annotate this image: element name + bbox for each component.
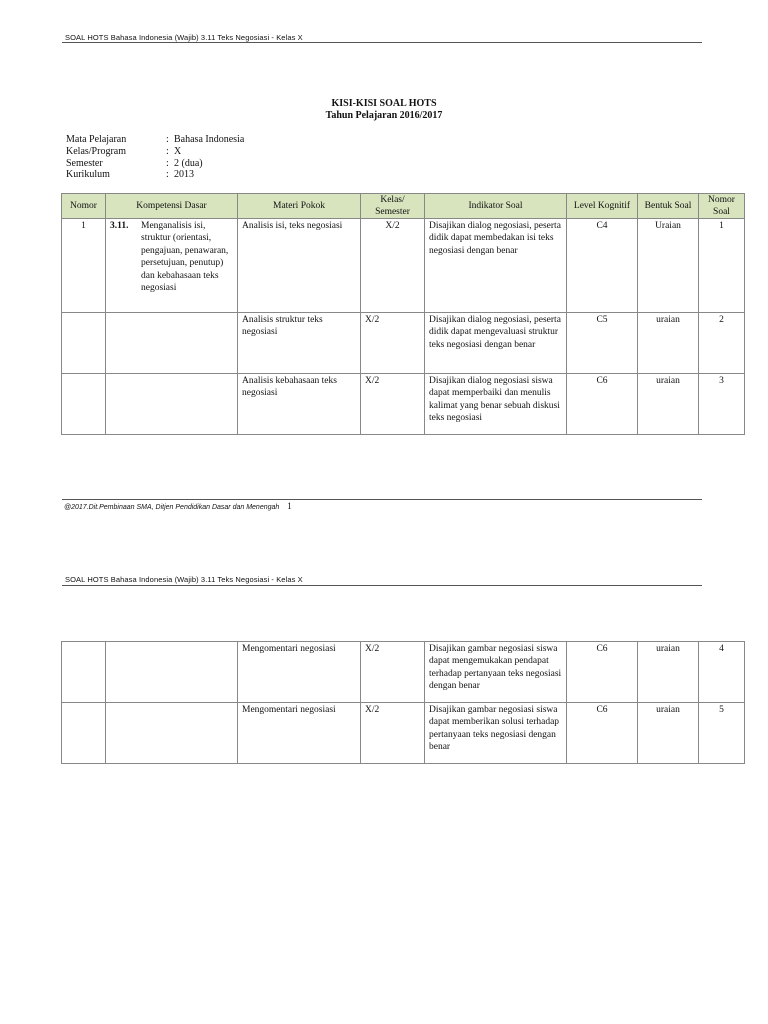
meta-label: Mata Pelajaran xyxy=(66,134,127,145)
kisi-table-continued xyxy=(61,641,745,764)
column-header: Materi Pokok xyxy=(238,194,361,219)
cell-kompetensi-dasar xyxy=(106,313,238,374)
cell-nomor-soal: 4 xyxy=(699,642,745,703)
document-title: KISI-KISI SOAL HOTS xyxy=(331,98,437,109)
meta-value: 2 (dua) xyxy=(174,157,203,169)
cell-indikator: Disajikan dialog negosiasi siswa dapat memperbaiki dan menulis kalimat yang benar sebuah diskusi teks negosiasi xyxy=(425,374,567,435)
meta-label: Kurikulum xyxy=(66,169,110,181)
cell-kelas-semester: X/2 xyxy=(361,219,425,313)
metadata-block xyxy=(66,134,244,181)
cell-nomor: 1 xyxy=(62,219,106,313)
cell-bentuk: uraian xyxy=(638,703,699,764)
cell-nomor xyxy=(62,313,106,374)
meta-label: Kelas/Program xyxy=(66,145,126,157)
meta-colon: : xyxy=(166,169,169,181)
column-header: Kelas/ Semester xyxy=(361,194,425,219)
table-row xyxy=(62,642,745,703)
cell-nomor xyxy=(62,642,106,703)
cell-kompetensi-dasar xyxy=(106,642,238,703)
header-rule xyxy=(62,585,702,586)
cell-kelas-semester: X/2 xyxy=(361,374,425,435)
cell-materi-pokok: Mengomentari negosiasi xyxy=(238,703,361,764)
cell-kelas-semester: X/2 xyxy=(361,642,425,703)
cell-nomor xyxy=(62,703,106,764)
cell-indikator: Disajikan dialog negosiasi, peserta didik dapat membedakan isi teks negosiasi dengan benar xyxy=(425,219,567,313)
column-header: Level Kognitif xyxy=(567,194,638,219)
meta-value: X xyxy=(174,145,182,157)
header-rule xyxy=(62,42,702,43)
meta-value: Bahasa Indonesia xyxy=(174,134,245,145)
footer-rule xyxy=(62,499,702,500)
meta-row-semester xyxy=(66,158,244,170)
cell-materi-pokok: Analisis isi, teks negosiasi xyxy=(238,219,361,313)
cell-nomor xyxy=(62,374,106,435)
cell-indikator: Disajikan dialog negosiasi, peserta didik dapat mengevaluasi struktur teks negosiasi dengan benar xyxy=(425,313,567,374)
meta-colon: : xyxy=(166,134,169,145)
cell-kompetensi-dasar xyxy=(106,219,238,313)
meta-colon: : xyxy=(166,157,169,169)
cell-level: C6 xyxy=(567,703,638,764)
cell-level: C4 xyxy=(567,219,638,313)
table-row xyxy=(62,374,745,435)
cell-nomor-soal: 5 xyxy=(699,703,745,764)
meta-row-subject xyxy=(66,134,244,146)
cell-indikator: Disajikan gambar negosiasi siswa dapat memberikan solusi terhadap pertanyaan teks negosiasi dengan benar xyxy=(425,703,567,764)
page-number: 1 xyxy=(287,501,292,511)
page-footer xyxy=(64,501,292,511)
cell-bentuk: uraian xyxy=(638,642,699,703)
meta-row-class xyxy=(66,146,244,158)
table-row xyxy=(62,219,745,313)
cell-nomor-soal: 2 xyxy=(699,313,745,374)
footer-text: @2017.Dit.Pembinaan SMA, Ditjen Pendidikan Dasar dan Menengah xyxy=(64,504,280,511)
cell-nomor-soal: 3 xyxy=(699,374,745,435)
running-header: SOAL HOTS Bahasa Indonesia (Wajib) 3.11 Teks Negosiasi - Kelas X xyxy=(65,575,303,584)
column-header: Bentuk Soal xyxy=(638,194,699,219)
cell-level: C5 xyxy=(567,313,638,374)
column-header: Kompetensi Dasar xyxy=(106,194,238,219)
cell-kelas-semester: X/2 xyxy=(361,313,425,374)
kisi-table xyxy=(61,193,745,435)
cell-kompetensi-dasar xyxy=(106,703,238,764)
meta-colon: : xyxy=(166,145,169,157)
cell-materi-pokok: Mengomentari negosiasi xyxy=(238,642,361,703)
cell-indikator: Disajikan gambar negosiasi siswa dapat mengemukakan pendapat terhadap pertanyaan teks negosiasi dengan benar xyxy=(425,642,567,703)
meta-value: 2013 xyxy=(174,169,194,181)
cell-nomor-soal: 1 xyxy=(699,219,745,313)
meta-label: Semester xyxy=(66,157,103,169)
table-row xyxy=(62,313,745,374)
meta-row-curriculum xyxy=(66,169,244,181)
cell-bentuk: Uraian xyxy=(638,219,699,313)
column-header: Nomor xyxy=(62,194,106,219)
cell-bentuk: uraian xyxy=(638,374,699,435)
table-header-row xyxy=(62,194,745,219)
column-header: Nomor Soal xyxy=(699,194,745,219)
kd-text: Menganalisis isi, struktur (orientasi, pengajuan, penawaran, persetujuan, penutup) dan kebahasaan teks negosiasi xyxy=(141,221,229,294)
document-subtitle: Tahun Pelajaran 2016/2017 xyxy=(325,110,443,121)
cell-level: C6 xyxy=(567,374,638,435)
cell-materi-pokok: Analisis struktur teks negosiasi xyxy=(238,313,361,374)
kd-number: 3.11. xyxy=(110,221,129,231)
table-row xyxy=(62,703,745,764)
cell-bentuk: uraian xyxy=(638,313,699,374)
column-header: Indikator Soal xyxy=(425,194,567,219)
cell-materi-pokok: Analisis kebahasaan teks negosiasi xyxy=(238,374,361,435)
cell-kompetensi-dasar xyxy=(106,374,238,435)
cell-kelas-semester: X/2 xyxy=(361,703,425,764)
cell-level: C6 xyxy=(567,642,638,703)
running-header: SOAL HOTS Bahasa Indonesia (Wajib) 3.11 Teks Negosiasi - Kelas X xyxy=(65,33,303,42)
